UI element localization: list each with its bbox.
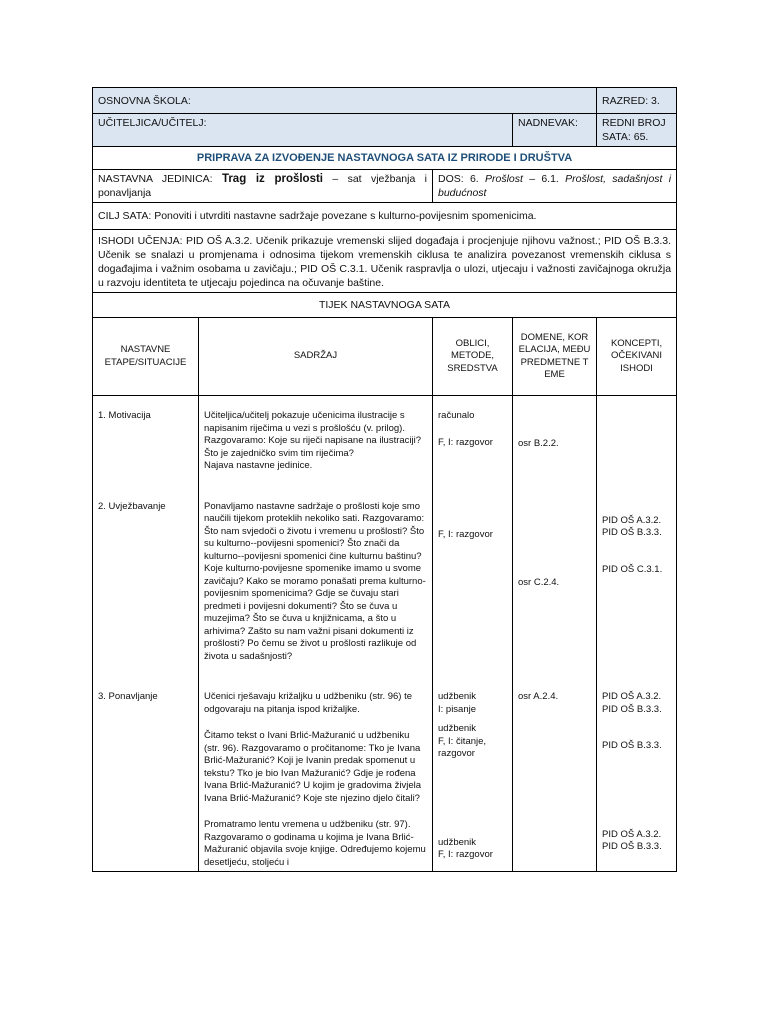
stage-name: 3. Ponavljanje bbox=[93, 665, 199, 872]
lesson-plan-document bbox=[92, 87, 676, 872]
col-header-concepts: KONCEPTI, OČEKIVANI ISHODI bbox=[597, 318, 677, 396]
table-row bbox=[93, 475, 677, 666]
table-row bbox=[93, 665, 677, 872]
stage-domains: osr C.2.4. bbox=[513, 475, 597, 666]
lesson-plan-table bbox=[92, 87, 677, 872]
unit-field: NASTAVNA JEDINICA: Trag iz prošlosti – sat vježbanja i ponavljanja bbox=[93, 170, 433, 203]
col-header-forms: OBLICI, METODE, SREDSTVA bbox=[433, 318, 513, 396]
stage-forms: udžbenik I: pisanje udžbenik F, I: čitanje, razgovor udžbenik F, I: razgovor bbox=[433, 665, 513, 872]
stage-name: 1. Motivacija bbox=[93, 396, 199, 475]
school-field: OSNOVNA ŠKOLA: bbox=[93, 88, 597, 114]
flow-title: TIJEK NASTAVNOGA SATA bbox=[93, 293, 677, 318]
stage-domains: osr A.2.4. bbox=[513, 665, 597, 872]
teacher-field: UČITELJICA/UČITELJ: bbox=[93, 114, 513, 147]
stage-content: Ponavljamo nastavne sadržaje o prošlosti koje smo naučili tijekom proteklih nekoliko sati. Razgovaramo: Što nam svjedoči o životu i vremenu u prošlosti? Što su kulturno--povijesni spomenici? Što znači da kulturno--povijesni spomenici čine kulturnu baštinu? Koje kulturno-povijesne spomenike imamo u svome zavičaju? Kako se moramo ponašati prema kulturno-povijesnim spomenicima? Gdje se čuvaju stari predmeti i povijesni dokumenti? Što se čuva u muzejima? Što se čuva u knjižnicama, a što u arhivima? Zašto su nam važni pisani dokumenti iz prošlosti? Po čemu se život u prošlosti razlikuje od života u sadašnjosti? bbox=[199, 475, 433, 666]
document-title: PRIPRAVA ZA IZVOĐENJE NASTAVNOGA SATA IZ PRIRODE I DRUŠTVA bbox=[93, 147, 677, 170]
col-header-domains: DOMENE, KORELACIJA, MEĐUPREDMETNE TEME bbox=[513, 318, 597, 396]
stage-content: Učenici rješavaju križaljku u udžbeniku (str. 96) te odgovaraju na pitanja ispod križaljke. Čitamo tekst o Ivani Brlić-Mažuranić u udžbeniku (str. 96). Razgovaramo o pročitanome: Tko je Ivana Brlić-Mažuranić? Koji je Ivanin predak spomenut u tekstu? Tko je bio Ivan Mažuranić? Gdje je rođena Ivana Brlić-Mažuranić? U kojim je gradovima živjela Ivana Brlić-Mažuranić? Koje ste njezino djelo čitali? Promatramo lentu vremena u udžbeniku (str. 97). Razgovaramo o godinama u kojima je Ivana Brlić-Mažuranić objavila svoje knjige. Određujemo kojemu desetljeću, stoljeću i bbox=[199, 665, 433, 872]
stage-concepts bbox=[597, 396, 677, 475]
stage-concepts: PID OŠ A.3.2. PID OŠ B.3.3. PID OŠ B.3.3. PID OŠ A.3.2. PID OŠ B.3.3. bbox=[597, 665, 677, 872]
col-header-content: SADRŽAJ bbox=[199, 318, 433, 396]
date-field: NADNEVAK: bbox=[513, 114, 597, 147]
learning-outcomes: ISHODI UČENJA: PID OŠ A.3.2. Učenik prikazuje vremenski slijed događaja i procjenjuje njihovu važnost.; PID OŠ B.3.3. Učenik se snalazi u promjenama i odnosima tijekom vremenskih ciklusa te analizira povezanost vremenskih ciklusa s događajima i važnim osobama u zavičaju.; PID OŠ C.3.1. Učenik raspravlja o ulozi, utjecaju i važnosti zavičajnoga okružja u razvoju identiteta te utjecaju pojedinca na očuvanje baštine. bbox=[93, 230, 677, 293]
stage-forms: F, I: razgovor bbox=[433, 475, 513, 666]
stage-name: 2. Uvježbavanje bbox=[93, 475, 199, 666]
stage-content: Učiteljica/učitelj pokazuje učenicima ilustracije s napisanim riječima u vezi s prošlošću (v. prilog). Razgovaramo: Koje su riječi napisane na ilustraciji? Što je zajedničko svim tim riječima? Najava nastavne jedinice. bbox=[199, 396, 433, 475]
stage-domains: osr B.2.2. bbox=[513, 396, 597, 475]
table-row bbox=[93, 396, 677, 475]
col-header-stages: NASTAVNE ETAPE/SITUACIJE bbox=[93, 318, 199, 396]
dos-field: DOS: 6. Prošlost – 6.1. Prošlost, sadašnjost i budućnost bbox=[433, 170, 677, 203]
stage-concepts: PID OŠ A.3.2. PID OŠ B.3.3. PID OŠ C.3.1. bbox=[597, 475, 677, 666]
lesson-goal: CILJ SATA: Ponoviti i utvrditi nastavne sadržaje povezane s kulturno-povijesnim spomenicima. bbox=[93, 203, 677, 230]
grade-field: RAZRED: 3. bbox=[597, 88, 677, 114]
stage-forms: računalo F, I: razgovor bbox=[433, 396, 513, 475]
lesson-number-field: REDNI BROJ SATA: 65. bbox=[597, 114, 677, 147]
